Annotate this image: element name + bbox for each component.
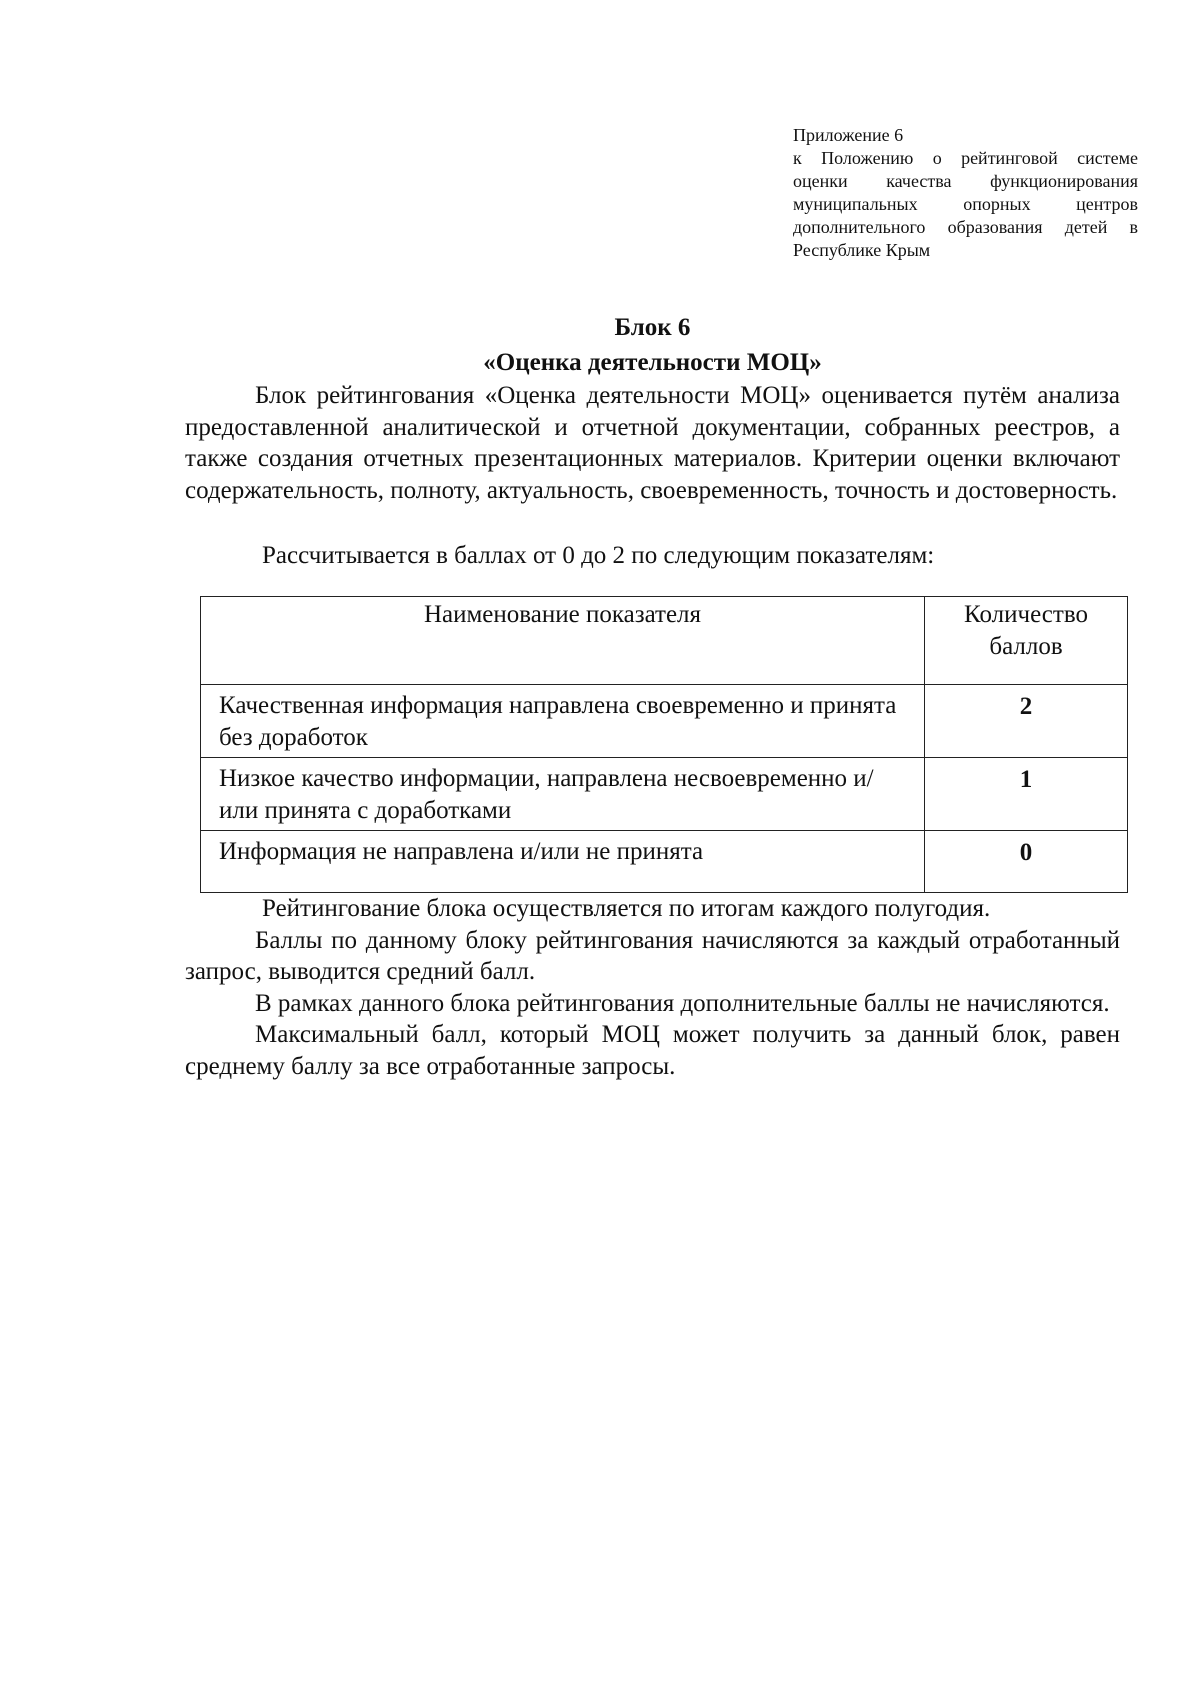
points-cell: 1 <box>925 758 1128 831</box>
header-points: Количество баллов <box>925 597 1128 685</box>
block-title: Блок 6 <box>614 314 691 341</box>
appendix-line: муниципальных опорных центров <box>793 194 1138 214</box>
header-indicator: Наименование показателя <box>201 597 925 685</box>
indicator-cell: Информация не направлена и/или не принята <box>201 831 925 893</box>
appendix-line: дополнительного образования детей в <box>793 217 1138 237</box>
closing-paragraph: Баллы по данному блоку рейтингования начисляются за каждый отработанный запрос, выводится средний балл. <box>185 926 1120 985</box>
appendix-line: к Положению о рейтинговой системе <box>793 148 1138 168</box>
closing-paragraph: Рейтингование блока осуществляется по итогам каждого полугодия. <box>262 895 991 922</box>
points-cell: 0 <box>925 831 1128 893</box>
closing-section <box>185 893 1120 1082</box>
score-table <box>200 596 1128 893</box>
table-row <box>201 685 1128 758</box>
appendix-line: оценки качества функционирования <box>793 171 1138 191</box>
intro-paragraph: Блок рейтингования «Оценка деятельности МОЦ» оценивается путём анализа предоставленной аналитической и отчетной документации, собранных реестров, а также создания отчетных презентационных материалов. Критерии оценки включают содержательность, полноту, актуальность, своевременность, точность и достоверность. <box>185 382 1120 504</box>
appendix-line: Приложение 6 <box>793 125 904 145</box>
indicator-cell: Качественная информация направлена своевременно и принята без доработок <box>201 685 925 758</box>
appendix-note <box>793 124 1138 262</box>
score-note: Рассчитывается в баллах от 0 до 2 по следующим показателям: <box>262 542 935 569</box>
table-row <box>201 831 1128 893</box>
table-row <box>201 758 1128 831</box>
table-header-row <box>201 597 1128 685</box>
closing-paragraph: Максимальный балл, который МОЦ может получить за данный блок, равен среднему баллу за все отработанные запросы. <box>185 1021 1120 1080</box>
closing-paragraph: В рамках данного блока рейтингования дополнительные баллы не начисляются. <box>255 989 1110 1017</box>
appendix-line: Республике Крым <box>793 240 931 260</box>
block-subtitle: «Оценка деятельности МОЦ» <box>483 349 822 376</box>
indicator-cell: Низкое качество информации, направлена несвоевременно и/или принята с доработками <box>201 758 925 831</box>
points-cell: 2 <box>925 685 1128 758</box>
